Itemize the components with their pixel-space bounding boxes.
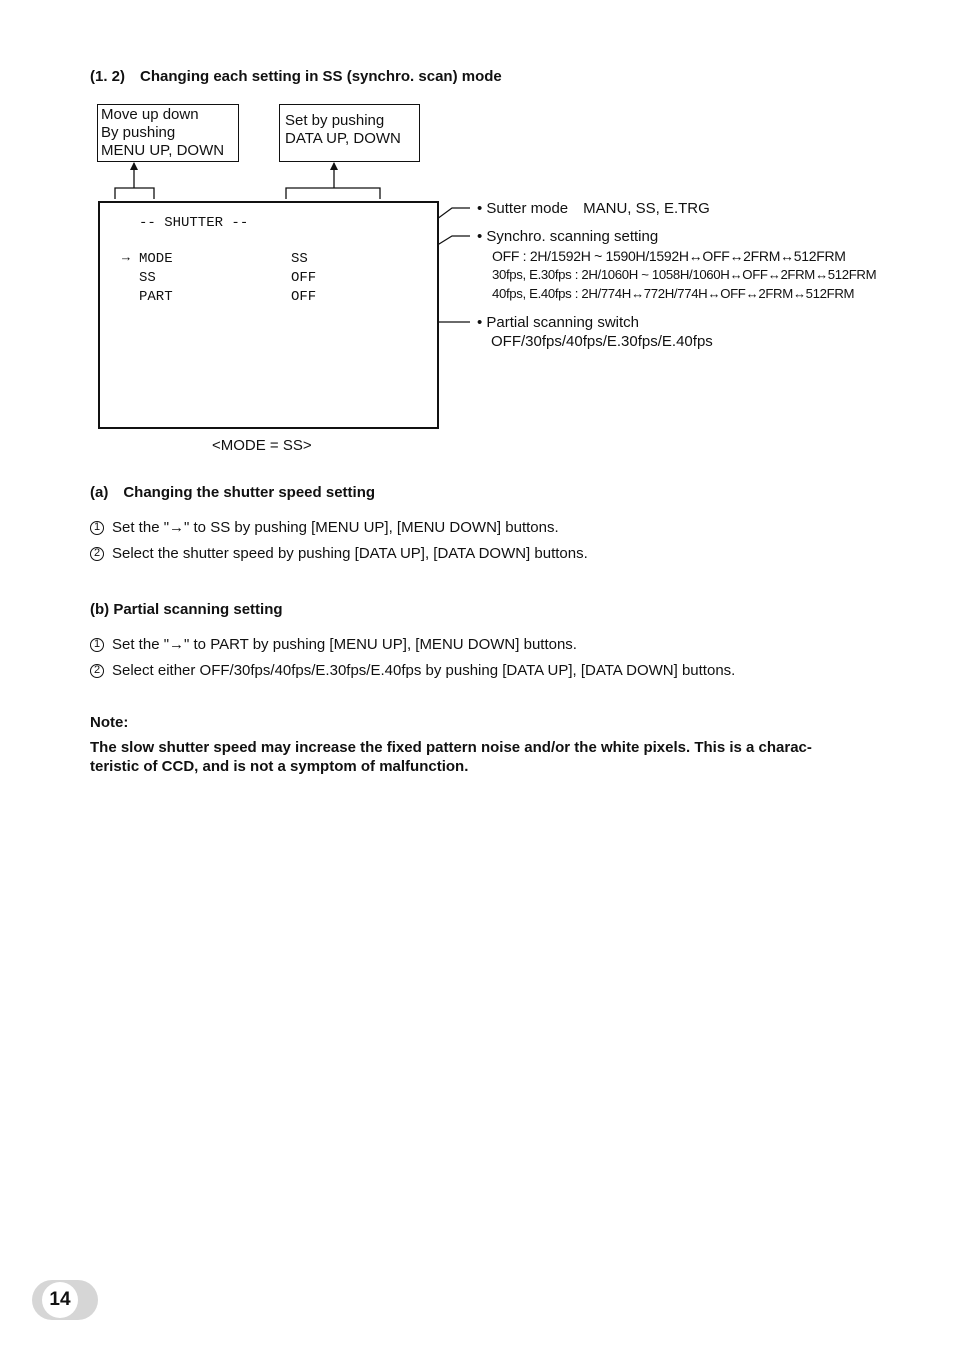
row-ss-label: SS <box>139 270 156 286</box>
menu-bracket <box>115 188 154 199</box>
step-text: Select the shutter speed by pushing [DATA UP], [DATA DOWN] buttons. <box>112 545 588 562</box>
note-label: Note: <box>90 714 129 731</box>
section-b-step-2 <box>90 662 735 679</box>
page-number: 14 <box>42 1282 78 1318</box>
step-number-badge: 2 <box>90 547 104 561</box>
row-mode-label: MODE <box>139 251 173 267</box>
data-callout-line: DATA UP, DOWN <box>285 130 401 147</box>
step-number-badge: 2 <box>90 664 104 678</box>
note-line-1: The slow shutter speed may increase the fixed pattern noise and/or the white pixels. This is a charac- <box>90 739 812 756</box>
step-text: Set the "→" to SS by pushing [MENU UP], [MENU DOWN] buttons. <box>112 519 559 536</box>
step-number-badge: 1 <box>90 521 104 535</box>
data-callout-box <box>279 104 420 162</box>
shutter-menu-screen <box>98 201 439 429</box>
menu-cursor-arrow: → <box>122 250 130 265</box>
annotation-sutter-mode: • Sutter mode MANU, SS, E.TRG <box>477 200 710 217</box>
step-text: Set the "→" to PART by pushing [MENU UP], [MENU DOWN] buttons. <box>112 636 577 653</box>
row-part-value: OFF <box>291 289 317 305</box>
menu-callout-box <box>97 104 239 162</box>
section-a-title: (a) Changing the shutter speed setting <box>90 484 376 501</box>
row-ss-value: OFF <box>291 270 317 286</box>
annotation-partial-values: OFF/30fps/40fps/E.30fps/E.40fps <box>491 333 713 350</box>
data-callout-line: Set by pushing <box>285 112 385 129</box>
screen-caption: <MODE = SS> <box>212 437 312 454</box>
note-line-2: teristic of CCD, and is not a symptom of malfunction. <box>90 758 469 775</box>
section-a-step-1 <box>90 519 559 536</box>
menu-callout-line: By pushing <box>101 124 176 141</box>
step-number-badge: 1 <box>90 638 104 652</box>
page-number-badge <box>32 1280 98 1320</box>
row-part-label: PART <box>139 289 173 305</box>
annotation-synchro-40fps: 40fps, E.40fps : 2H/774H↔772H/774H↔OFF↔2FRM↔512FRM <box>492 286 855 301</box>
screen-title: -- SHUTTER -- <box>139 215 249 231</box>
row-mode-value: SS <box>291 251 308 267</box>
menu-callout-line: MENU UP, DOWN <box>101 142 225 159</box>
step-text: Select either OFF/30fps/40fps/E.30fps/E.40fps by pushing [DATA UP], [DATA DOWN] buttons. <box>112 662 736 679</box>
section-b-step-1 <box>90 636 577 653</box>
section-a-step-2 <box>90 545 588 562</box>
annotation-partial-title: • Partial scanning switch <box>477 314 639 331</box>
annotation-synchro-30fps: 30fps, E.30fps : 2H/1060H ~ 1058H/1060H↔OFF↔2FRM↔512FRM <box>492 267 877 282</box>
section-b-title: (b) Partial scanning setting <box>90 601 283 618</box>
annotation-synchro-title: • Synchro. scanning setting <box>477 228 659 245</box>
section-title: (1. 2) Changing each setting in SS (synchro. scan) mode <box>90 68 502 85</box>
menu-callout-line: Move up down <box>101 106 199 123</box>
data-bracket <box>286 188 380 199</box>
annotation-synchro-off: OFF : 2H/1592H ~ 1590H/1592H↔OFF↔2FRM↔512FRM <box>492 248 846 264</box>
